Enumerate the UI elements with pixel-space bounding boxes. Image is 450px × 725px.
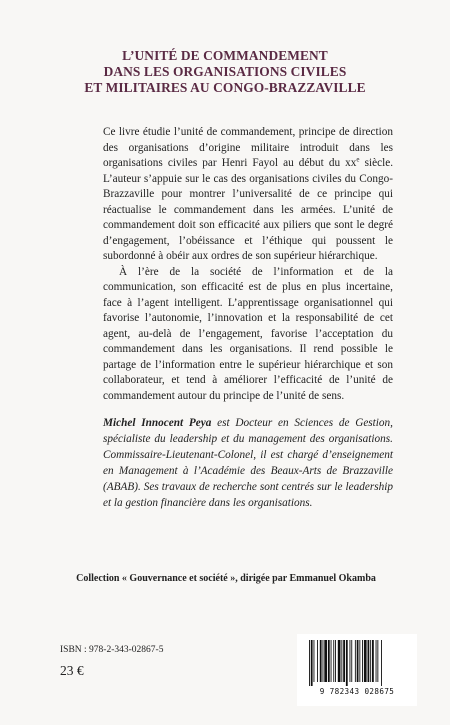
barcode-bar bbox=[381, 640, 382, 686]
barcode bbox=[297, 634, 417, 706]
barcode-bar bbox=[323, 640, 324, 682]
barcode-bar bbox=[317, 640, 318, 682]
barcode-bar bbox=[359, 640, 360, 682]
summary-paragraph-1: Ce livre étudie l’unité de commandement, principe de direction des organisations d’origine militaire introduit dans les organisations civiles par Henri Fayol au début du $xx^e$ siècle. L’auteur s’appuie sur le cas des organisations civiles du Congo-Brazzaville pour montrer l’universalité de ce principe qui réactualise le commandement dans les armées. L’unité de commandement doit son efficacité aux piliers que sont le degré d’engagement, l’obéissance et l’éthique qui poussent le subordonné à obéir aux ordres de son supérieur hiérarchique. bbox=[103, 126, 394, 262]
barcode-bar bbox=[311, 640, 313, 686]
century-superscript: e bbox=[356, 155, 360, 164]
barcode-bar bbox=[343, 640, 345, 682]
barcode-bar bbox=[372, 640, 374, 682]
barcode-bar bbox=[355, 640, 356, 682]
author-name: Michel Innocent Peya bbox=[103, 417, 212, 429]
title-line-1: L’UNITÉ DE COMMANDEMENT bbox=[122, 48, 328, 63]
barcode-digits: 9 782343 028675 bbox=[319, 687, 395, 696]
barcode-bar bbox=[333, 640, 334, 682]
barcode-bar bbox=[320, 640, 322, 682]
barcode-bar bbox=[368, 640, 370, 682]
barcode-bar bbox=[364, 640, 367, 682]
summary-paragraph-2: À l’ère de la société de l’information et de la communication, son efficacité est de plus en plus incertaine, face à l’agent intelligent. L’apprentissage organisationnel qui favorise l’autonomie, l’innovation et la responsabilité de cet agent, au-delà de l’engagement, favorise l’acceptation du commandement dans les organisations. Il rend possible le partage de l’information entre le supérieur hiérarchique et son collaborateur, et tend à améliorer l’efficacité de l’unité de commandement autour du principe de l’unité de sens. bbox=[103, 265, 393, 402]
barcode-bar bbox=[328, 640, 330, 682]
title-line-3: ET MILITAIRES AU CONGO-BRAZZAVILLE bbox=[84, 80, 366, 95]
barcode-bar bbox=[338, 640, 341, 682]
barcode-bar bbox=[335, 640, 336, 682]
barcode-bar bbox=[341, 640, 342, 682]
barcode-bar bbox=[331, 640, 332, 682]
barcode-bar bbox=[346, 640, 348, 686]
barcode-bar bbox=[357, 640, 359, 682]
isbn: ISBN : 978-2-343-02867-5 bbox=[60, 645, 164, 655]
author-bio-text: est Docteur en Sciences de Gestion, spécialiste du leadership et du management des organisations. Commissaire-Lieutenant-Colonel, il est chargé d’enseignement en Management à l’Académie des Beaux-Arts de Brazzaville (ABAB). Ses travaux de recherche sont centrés sur le leadership et la gestion financière dans les organisations. bbox=[103, 417, 393, 509]
barcode-bar bbox=[324, 640, 327, 682]
collection-line: Collection « Gouvernance et société », dirigée par Emmanuel Okamba bbox=[76, 573, 376, 584]
barcode-bar bbox=[370, 640, 371, 682]
barcode-bar bbox=[350, 640, 351, 682]
barcode-bar bbox=[351, 640, 352, 682]
book-summary bbox=[103, 125, 393, 404]
barcode-bar bbox=[309, 640, 310, 686]
barcode-bar bbox=[376, 640, 377, 682]
price: 23 € bbox=[60, 663, 84, 678]
barcode-bars bbox=[309, 640, 405, 686]
author-bio bbox=[103, 415, 393, 511]
barcode-bar bbox=[362, 640, 363, 682]
title-line-2: DANS LES ORGANISATIONS CIVILES bbox=[103, 64, 347, 79]
barcode-bar bbox=[314, 640, 315, 682]
barcode-bar bbox=[377, 640, 378, 682]
book-title bbox=[60, 48, 390, 96]
